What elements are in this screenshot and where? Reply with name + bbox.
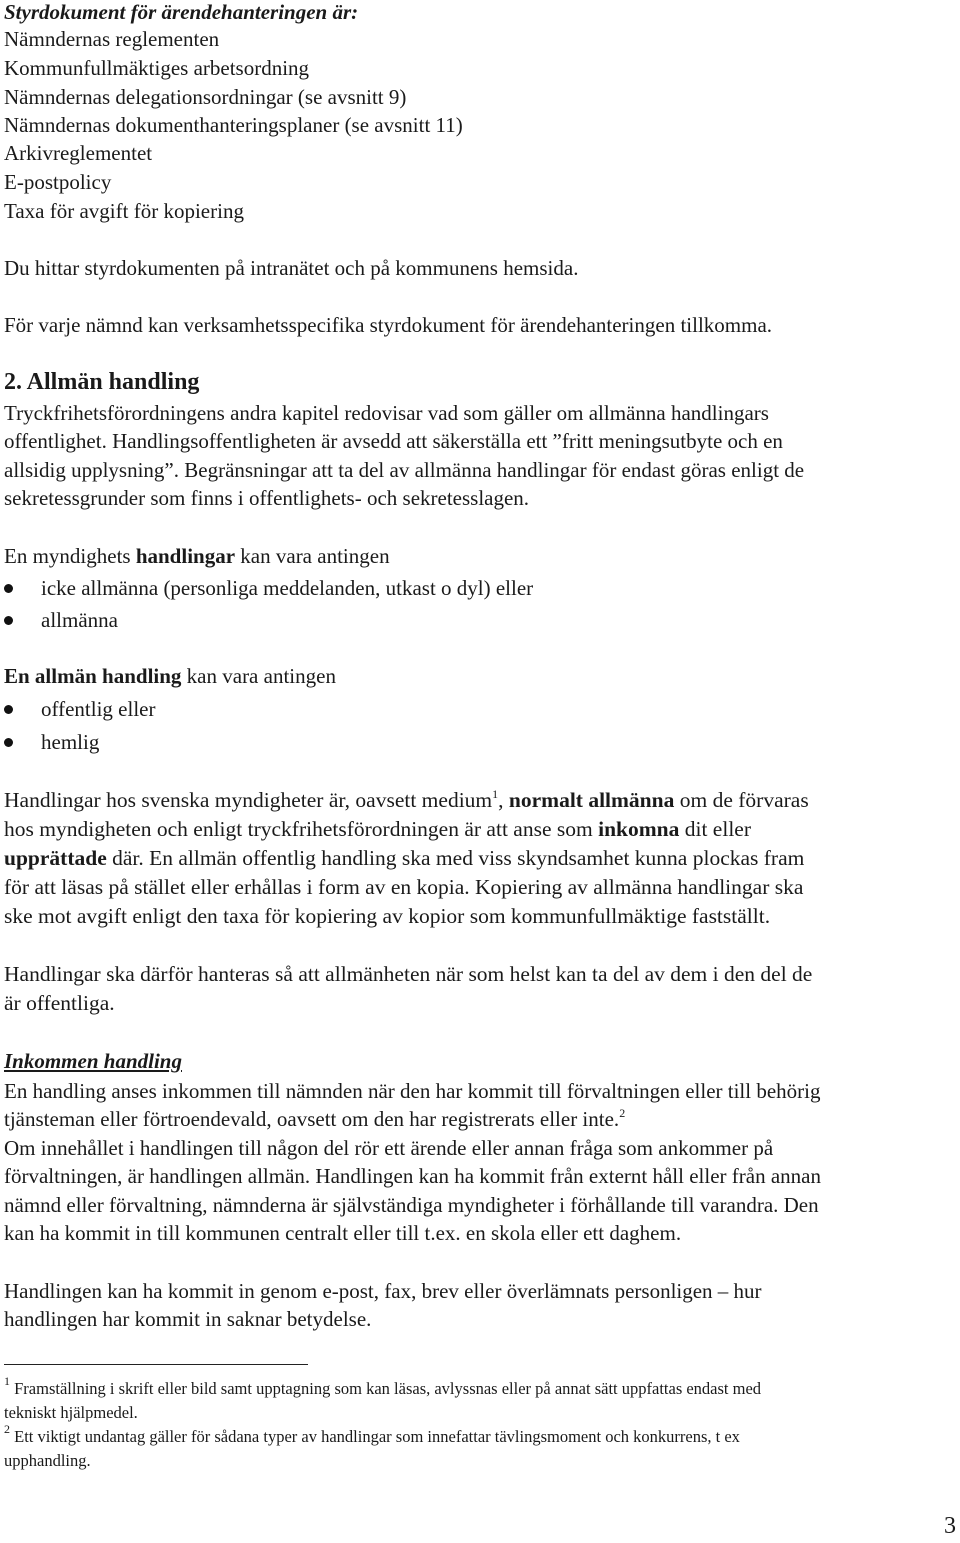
paragraph-line: upprättade där. En allmän offentlig handling ska med viss skyndsamhet kunna plockas fram [4, 846, 805, 870]
section-heading: 2. Allmän handling [4, 369, 200, 395]
subsection-heading: Inkommen handling [4, 1049, 182, 1073]
paragraph-line: sekretessgrunder som finns i offentlighets- och sekretesslagen. [4, 486, 530, 510]
bullet-icon [4, 738, 13, 747]
paragraph-line: är offentliga. [4, 991, 115, 1015]
bullet-icon [4, 616, 13, 625]
styr-item: Nämndernas dokumenthanteringsplaner (se avsnitt 11) [4, 113, 463, 137]
page-number: 3 [944, 1513, 956, 1539]
paragraph-line: för att läsas på stället eller erhållas i form av en kopia. Kopiering av allmänna handlingar ska [4, 875, 804, 899]
paragraph-line: Tryckfrihetsförordningens andra kapitel redovisar vad som gäller om allmänna handlingars [4, 401, 769, 425]
paragraph: Du hittar styrdokumenten på intranätet och på kommunens hemsida. [4, 256, 579, 280]
styr-item: Taxa för avgift för kopiering [4, 199, 244, 223]
footnote-2: $^2$ Ett viktigt undantag gäller för sådana typer av handlingar som innefattar tävlingsmoment och konkurrens, t ex [4, 1422, 740, 1446]
styr-item: Nämndernas delegationsordningar (se avsnitt 9) [4, 85, 407, 109]
paragraph: En allmän handling kan vara antingen [4, 664, 336, 688]
paragraph-line: tjänsteman eller förtroendevald, oavsett om den har registrerats eller inte.$^2$ [4, 1106, 626, 1131]
paragraph-line: Handlingar hos svenska myndigheter är, oavsett medium$^1$, normalt allmänna om de förvaras [4, 787, 809, 812]
paragraph-line: En handling anses inkommen till nämnden när den har kommit till förvaltningen eller till behörig [4, 1079, 821, 1103]
paragraph-line: ske mot avgift enligt den taxa för kopiering av kopior som kommunfullmäktige fastställt. [4, 904, 771, 928]
bullet-icon [4, 705, 13, 714]
paragraph-line: förvaltningen, är handlingen allmän. Handlingen kan ha kommit från externt håll eller från annan [4, 1164, 821, 1188]
bullet-item: hemlig [41, 730, 100, 754]
styr-item: E-postpolicy [4, 170, 112, 194]
styr-item: Arkivreglementet [4, 141, 153, 165]
bullet-item: icke allmänna (personliga meddelanden, utkast o dyl) eller [41, 576, 534, 600]
paragraph-line: Handlingar ska därför hanteras så att allmänheten när som helst kan ta del av dem i den del de [4, 962, 813, 986]
styr-item: Kommunfullmäktiges arbetsordning [4, 56, 310, 80]
paragraph: För varje nämnd kan verksamhetsspecifika styrdokument för ärendehanteringen tillkomma. [4, 313, 773, 337]
paragraph-line: Handlingen kan ha kommit in genom e-post, fax, brev eller överlämnats personligen – hur [4, 1279, 762, 1303]
paragraph-line: hos myndigheten och enligt tryckfrihetsförordningen är att anse som inkomna dit eller [4, 817, 751, 841]
footnote-1-cont: tekniskt hjälpmedel. [4, 1403, 138, 1422]
footnote-1: $^1$ Framställning i skrift eller bild samt upptagning som kan läsas, avlyssnas eller på annat sätt uppfattas endast med [4, 1374, 762, 1398]
paragraph-line: Om innehållet i handlingen till någon del rör ett ärende eller annan fråga som ankommer på [4, 1136, 774, 1160]
bullet-item: offentlig eller [41, 697, 156, 721]
styr-item: Nämndernas reglementen [4, 27, 220, 51]
paragraph-line: kan ha kommit in till kommunen centralt eller till t.ex. en skola eller ett daghem. [4, 1221, 682, 1245]
paragraph-line: allsidig upplysning”. Begränsningar att ta del av allmänna handlingar för endast göras enligt de [4, 458, 805, 482]
bullet-icon [4, 584, 13, 593]
styrdokument-heading: Styrdokument för ärendehanteringen är: [4, 0, 359, 24]
paragraph: En myndighets handlingar kan vara antingen [4, 544, 390, 568]
paragraph-line: handlingen har kommit in saknar betydelse. [4, 1307, 372, 1331]
paragraph-line: nämnd eller förvaltning, nämnderna är självständiga myndigheter i förhållande till varandra. Den [4, 1193, 819, 1217]
bullet-item: allmänna [41, 608, 118, 632]
footnote-2-cont: upphandling. [4, 1451, 91, 1470]
footnote-divider [4, 1364, 308, 1365]
paragraph-line: offentlighet. Handlingsoffentligheten är avsedd att säkerställa ett ”fritt meningsutbyte och en [4, 429, 783, 453]
